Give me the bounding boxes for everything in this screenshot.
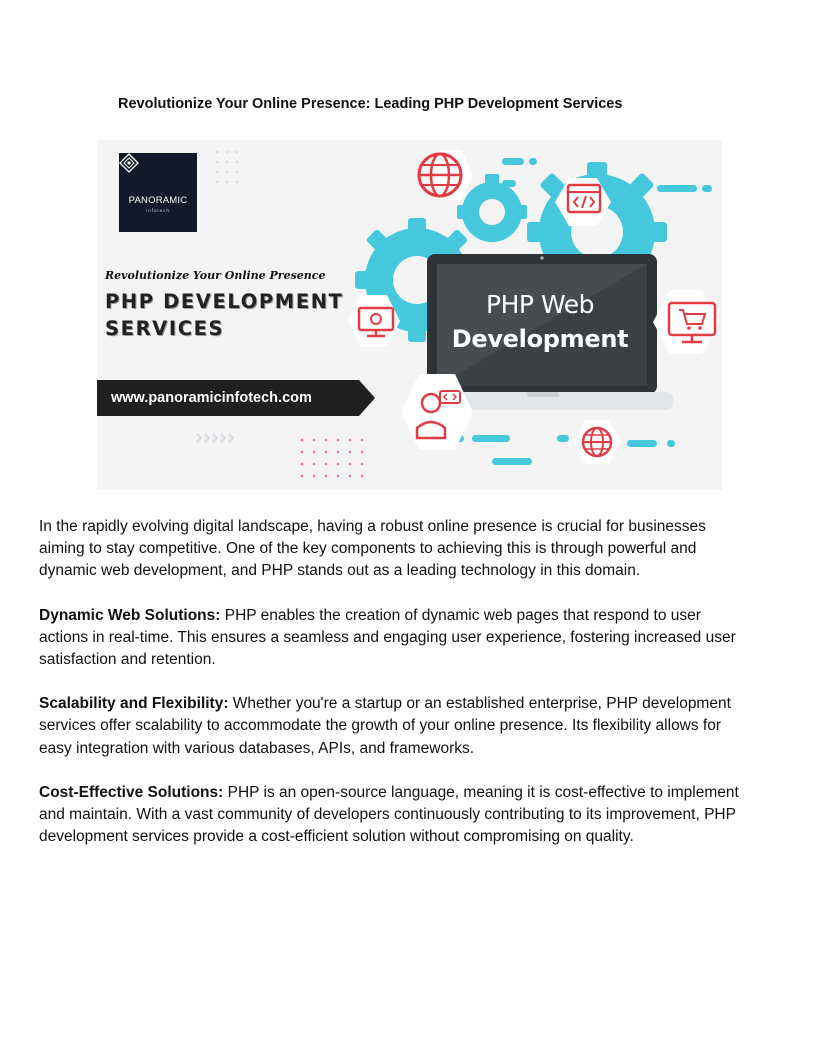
logo-name: PANORAMIC bbox=[128, 195, 188, 206]
dot-grid-top bbox=[216, 151, 239, 184]
paragraph-text: PHP is an open-source language, meaning it is cost-effective to implement and maintain. With a vast community of developers continuously contributing to its improvement, PHP development services provide a cost-efficient solution without compromising on quality. bbox=[39, 783, 739, 846]
paragraph-text: In the rapidly evolving digital landscape, having a robust online presence is crucial for businesses aiming to stay competitive. One of the key components to achieving this is through powerful and dynamic web development, and PHP stands out as a leading technology in this domain. bbox=[39, 518, 706, 580]
paragraph-lead: Dynamic Web Solutions: bbox=[39, 606, 221, 624]
screen-line-1: PHP Web bbox=[486, 290, 594, 319]
page-title: Revolutionize Your Online Presence: Leading PHP Development Services bbox=[118, 96, 623, 112]
chevron-decor bbox=[197, 434, 233, 442]
website-url: www.panoramicinfotech.com bbox=[97, 380, 357, 416]
company-logo bbox=[119, 153, 197, 232]
paragraph-cost-effective bbox=[39, 782, 739, 849]
paragraph-text: PHP enables the creation of dynamic web pages that respond to user actions in real-time. This ensures a seamless and engaging user experience, fostering increased user satisfaction and retention. bbox=[39, 606, 736, 669]
hero-banner bbox=[97, 140, 722, 490]
paragraph-text: Whether you're a startup or an established enterprise, PHP development services offer scalability to accommodate the growth of your online presence. Its flexibility allows for easy integration with various databases, APIs, and frameworks. bbox=[39, 695, 731, 757]
paragraph-lead: Cost-Effective Solutions: bbox=[39, 783, 224, 801]
dot-grid-pink bbox=[301, 439, 364, 478]
shopping-cart-icon bbox=[653, 290, 719, 354]
paragraph-lead: Scalability and Flexibility: bbox=[39, 695, 229, 713]
logo-subtitle: infotech bbox=[146, 208, 170, 213]
banner-headline bbox=[105, 288, 365, 342]
laptop-screen-text bbox=[445, 288, 635, 356]
globe-icon bbox=[419, 150, 473, 200]
paragraph-intro bbox=[39, 516, 739, 583]
paragraph-dynamic-web bbox=[39, 605, 739, 672]
logo-mark-icon bbox=[119, 153, 139, 173]
headline-line-1: PHP DEVELOPMENT bbox=[105, 290, 344, 313]
paragraph-scalability bbox=[39, 693, 739, 760]
banner-tagline: Revolutionize Your Online Presence bbox=[105, 269, 326, 282]
article-body bbox=[39, 516, 739, 870]
network-globe-icon bbox=[573, 420, 621, 464]
screen-line-2: Development bbox=[451, 325, 629, 353]
headline-line-2: SERVICES bbox=[105, 317, 225, 340]
